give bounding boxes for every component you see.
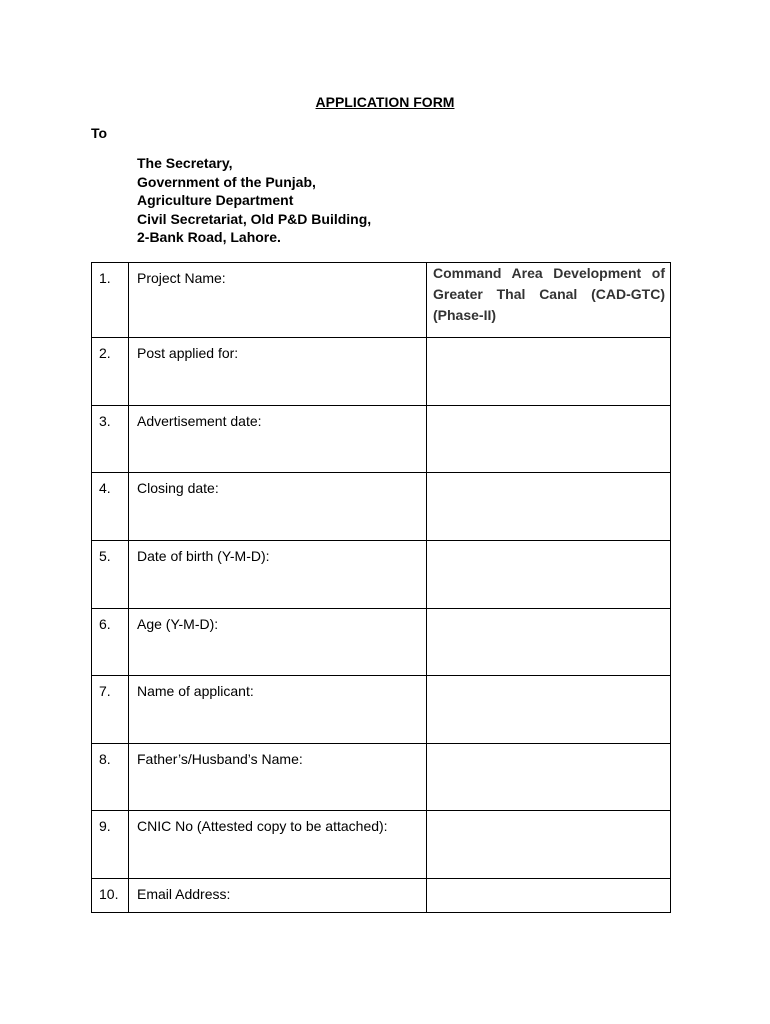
addressee-line: Agriculture Department [137, 192, 294, 208]
field-label: Post applied for: [129, 338, 427, 406]
addressee-line: Government of the Punjab, [137, 173, 316, 190]
row-number: 9. [92, 811, 129, 879]
advertisement-date-field[interactable] [427, 406, 671, 473]
field-label: Name of applicant: [129, 676, 427, 744]
field-label: CNIC No (Attested copy to be attached): [129, 811, 427, 879]
field-label: Project Name: [129, 263, 427, 338]
application-form-table [91, 262, 671, 913]
row-number: 10. [92, 879, 129, 913]
addressee-line: The Secretary, [137, 155, 233, 171]
row-number: 6. [92, 609, 129, 676]
row-number: 5. [92, 541, 129, 609]
table-row [92, 406, 671, 473]
row-number: 8. [92, 744, 129, 811]
table-row [92, 811, 671, 879]
father-husband-name-field[interactable] [427, 744, 671, 811]
addressee-line: Civil Secretariat, Old P&D Building, [137, 210, 372, 227]
row-number: 7. [92, 676, 129, 744]
email-field[interactable] [427, 879, 671, 913]
addressee-line: 2-Bank Road, Lahore. [137, 229, 281, 245]
row-number: 1. [92, 263, 129, 338]
table-row [92, 263, 671, 338]
closing-date-field[interactable] [427, 473, 671, 541]
age-field[interactable] [427, 609, 671, 676]
field-label: Age (Y-M-D): [129, 609, 427, 676]
post-applied-field[interactable] [427, 338, 671, 406]
date-of-birth-field[interactable] [427, 541, 671, 609]
to-label: To [91, 125, 108, 141]
table-row [92, 338, 671, 406]
table-row [92, 541, 671, 609]
table-row [92, 676, 671, 744]
applicant-name-field[interactable] [427, 676, 671, 744]
table-row [92, 473, 671, 541]
cnic-field[interactable] [427, 811, 671, 879]
addressee-block [137, 154, 371, 247]
project-name-value [427, 263, 671, 338]
form-title: APPLICATION FORM [315, 94, 455, 110]
table-row [92, 609, 671, 676]
row-number: 4. [92, 473, 129, 541]
field-label: Email Address: [129, 879, 427, 913]
field-label: Closing date: [129, 473, 427, 541]
row-number: 3. [92, 406, 129, 473]
project-name-text: Command Area Development of Greater Thal Canal (CAD-GTC) (Phase-II) [433, 265, 665, 323]
field-label: Father’s/Husband’s Name: [129, 744, 427, 811]
table-row [92, 744, 671, 811]
table-row [92, 879, 671, 913]
row-number: 2. [92, 338, 129, 406]
field-label: Advertisement date: [129, 406, 427, 473]
field-label: Date of birth (Y-M-D): [129, 541, 427, 609]
